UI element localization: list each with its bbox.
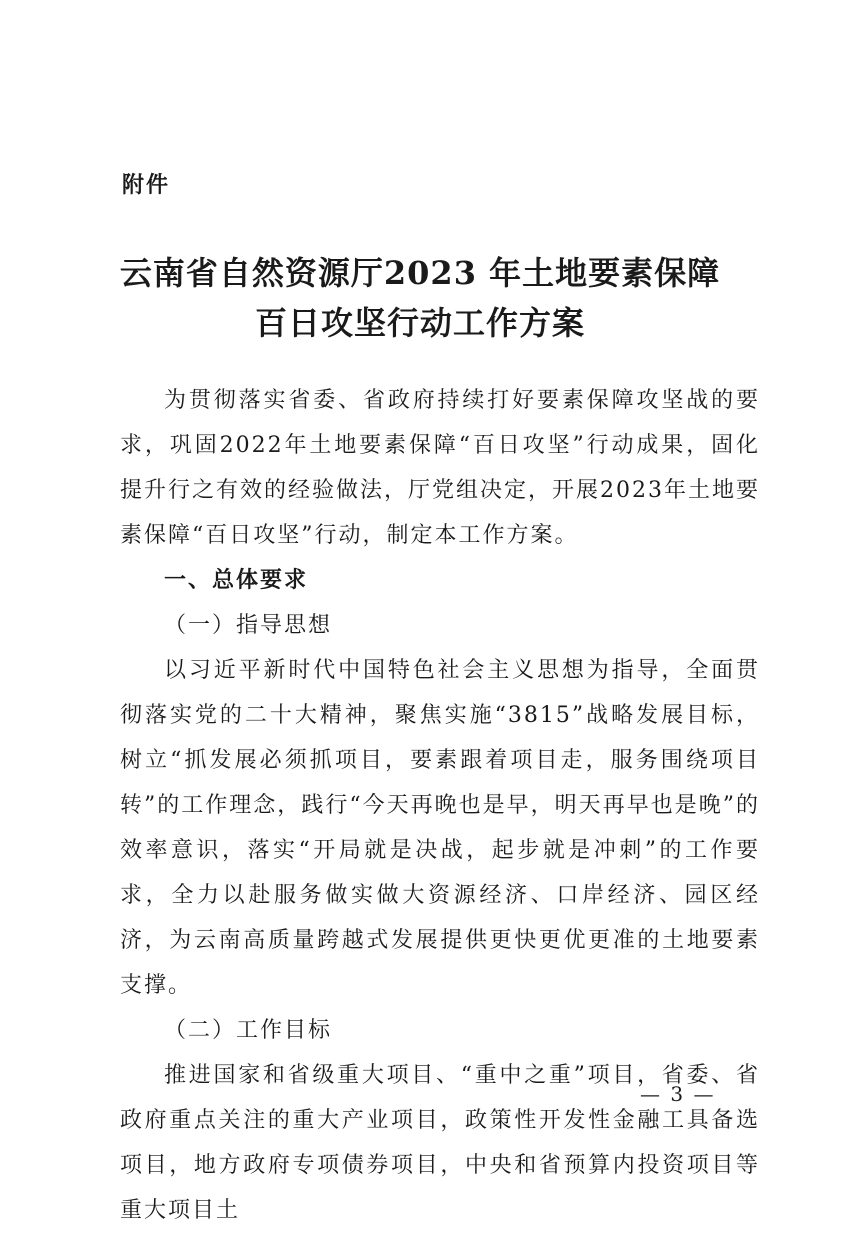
guiding-ideology-paragraph: 以习近平新时代中国特色社会主义思想为指导，全面贯彻落实党的二十大精神，聚焦实施“3815”战略发展目标，树立“抓发展必须抓项目，要素跟着项目走，服务围绕项目转”的工作理念，践行“今天再晚也是早，明天再早也是晚”的效率意识，落实“开局就是决战，起步就是冲刺”的工作要求，全力以赴服务做实做大资源经济、口岸经济、园区经济，为云南高质量跨越式发展提供更快更优更准的土地要素支撑。 <box>120 658 760 998</box>
document-title-line-1: 云南省自然资源厅2023 年土地要素保障 <box>119 254 721 292</box>
section-heading-general-requirements: 一、总体要求 <box>164 568 309 593</box>
page-number: — 3 — <box>640 1082 716 1106</box>
subsection-heading-work-goals: （二）工作目标 <box>164 1018 333 1043</box>
work-goals-paragraph: 推进国家和省级重大项目、“重中之重”项目，省委、省政府重点关注的重大产业项目，政策性开发性金融工具备选项目，地方政府专项债券项目，中央和省预算内投资项目等重大项目土 <box>120 1063 760 1223</box>
subsection-heading-guiding-ideology: （一）指导思想 <box>164 613 333 638</box>
intro-paragraph: 为贯彻落实省委、省政府持续打好要素保障攻坚战的要求，巩固2022年土地要素保障“百日攻坚”行动成果，固化提升行之有效的经验做法，厅党组决定，开展2023年土地要素保障“百日攻坚”行动，制定本工作方案。 <box>120 388 760 548</box>
attachment-label: 附件 <box>122 173 171 198</box>
document-title-line-2: 百日攻坚行动工作方案 <box>254 304 585 342</box>
